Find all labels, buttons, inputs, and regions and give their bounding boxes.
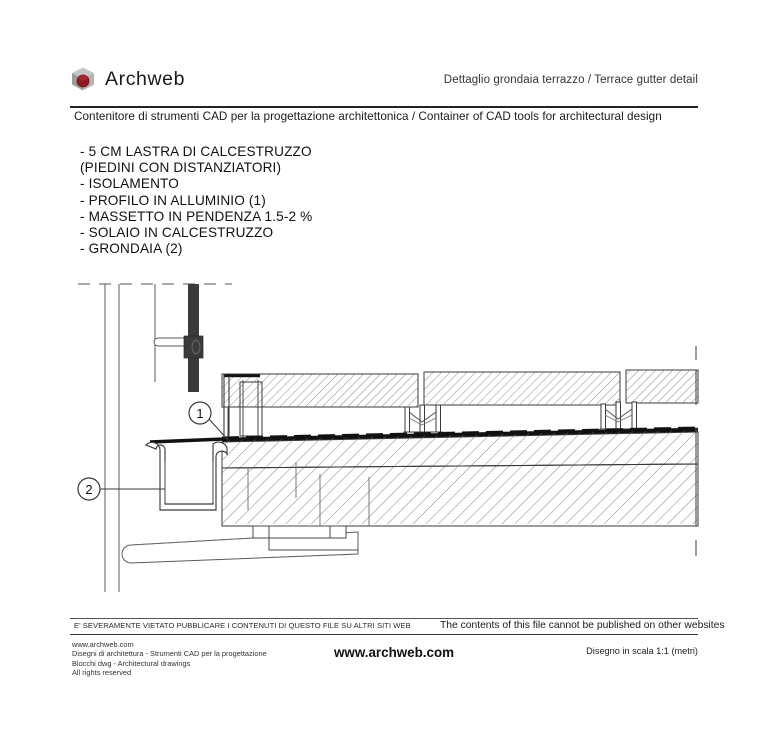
archweb-logo[interactable] — [70, 66, 185, 92]
specification-list — [80, 144, 312, 257]
footer-notice-english: The contents of this file cannot be published on other websites — [440, 620, 725, 631]
footer-website-link[interactable]: www.archweb.com — [334, 645, 455, 660]
spec-item: - ISOLAMENTO — [80, 176, 179, 192]
header-divider — [70, 106, 698, 108]
callout-1[interactable] — [189, 402, 228, 440]
footer-credits — [72, 640, 267, 678]
footer-credit-line: www.archweb.com — [72, 640, 134, 649]
spec-item: - 5 CM LASTRA DI CALCESTRUZZO — [80, 144, 312, 159]
footer-credit-line: All rights reserved — [72, 668, 132, 678]
footer-notice-italian: E' SEVERAMENTE VIETATO PUBBLICARE I CONTENUTI DI QUESTO FILE SU ALTRI SITI WEB — [74, 621, 411, 630]
drawing-scale-note: Disegno in scala 1:1 (metri) — [586, 646, 698, 656]
page-header — [70, 62, 698, 108]
spec-item: (PIEDINI CON DISTANZIATORI) — [80, 160, 282, 176]
callout-2-label: 2 — [85, 482, 93, 497]
sheet-title: Dettaglio grondaia terrazzo / Terrace gutter detail — [443, 74, 698, 86]
footer-divider-bottom — [70, 634, 698, 635]
gutter-profile — [146, 442, 227, 510]
callout-2[interactable] — [78, 478, 165, 500]
cad-detail-drawing — [0, 262, 768, 610]
paving-slab-layer — [222, 370, 698, 407]
archweb-cube-logo-icon — [70, 66, 96, 92]
footer-credit-line: Disegni di architettura - Strumenti CAD per la progettazione — [72, 649, 267, 659]
brand-name: Archweb — [105, 67, 186, 90]
header-subtitle: Contenitore di strumenti CAD per la progettazione architettonica / Container of CAD tools for architectural design — [74, 110, 662, 123]
concrete-structural-slab — [222, 462, 702, 532]
gutter-inner-lines — [165, 462, 213, 502]
downspout-post — [184, 284, 203, 392]
callout-1-label: 1 — [196, 406, 204, 421]
pedestal — [404, 405, 442, 436]
spec-item: - SOLAIO IN CALCESTRUZZO — [80, 225, 274, 241]
spec-item: - MASSETTO IN PENDENZA 1.5-2 % — [80, 208, 313, 224]
footer-divider-top — [70, 618, 698, 619]
spec-item: - GRONDAIA (2) — [80, 241, 183, 257]
spec-item: - PROFILO IN ALLUMINIO (1) — [80, 192, 266, 208]
footer-credit-line: Blocchi dwg - Architectural drawings — [72, 658, 191, 668]
